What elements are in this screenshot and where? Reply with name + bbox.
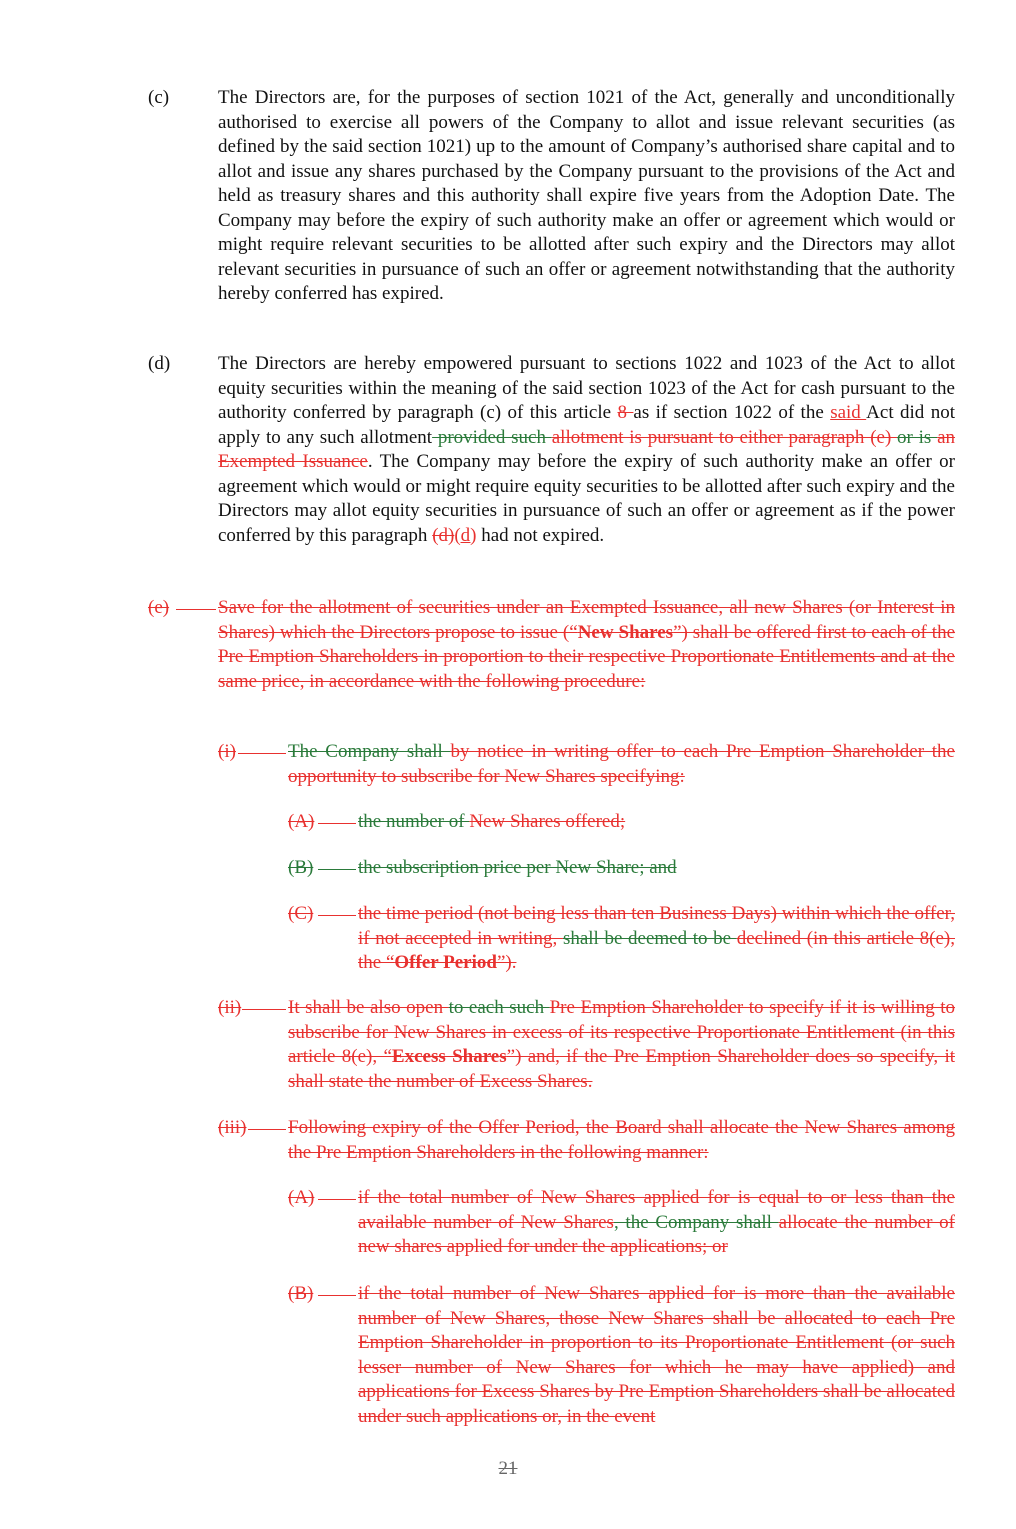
deleted-text: provided such — [432, 426, 552, 448]
tab-leader — [248, 1129, 286, 1130]
item-e-iii-label: (iii) — [218, 1117, 247, 1138]
deleted-text: or is — [897, 426, 938, 448]
tab-leader — [318, 1199, 356, 1200]
item-e-i-C-label: (C) — [288, 903, 314, 924]
tab-leader — [242, 1009, 286, 1010]
deleted-text: an Exempted Issuance — [218, 426, 956, 472]
item-e-i-text: The Company shall by notice in writing offer to each Pre Emption Shareholder the opportunity to subscribe for New Shares specifying: — [288, 741, 955, 787]
item-e-ii-text: It shall be also open to each such Pre Emption Shareholder to specify if it is willing to subscribe for New Shares in excess of its respective Proportionate Entitlement (in this article 8(e), “Excess Shares”) and, if the Pre Emption Shareholder does so specify, it shall state the number of Excess Shares. — [288, 997, 956, 1092]
item-e-label: (e) — [148, 597, 170, 618]
item-e-iii-A-text: if the total number of New Shares applied for is equal to or less than the available number of New Shares, the Company shall allocate the number of new shares applied for under the applications; or — [358, 1187, 956, 1257]
deleted-text: (d) — [432, 524, 455, 546]
item-c-text: The Directors are, for the purposes of section 1021 of the Act, generally and unconditionally authorised to exercise all powers of the Company to allot and issue relevant securities (as defined by the said section 1021) up to the amount of Company’s authorised share capital and to allot and issue any shares purchased by the Company pursuant to the provisions of the Act and held as treasury shares and this authority shall expire five years from the Adoption Date. The Company may before the expiry of such authority make an offer or agreement which would or might require relevant securities to be allotted after such expiry and the Directors may allot relevant securities in pursuance of such an offer or agreement notwithstanding that the authority hereby conferred has expired. — [218, 87, 955, 304]
tab-leader — [318, 823, 356, 824]
item-e-i-B-text: the subscription price per New Share; and — [358, 857, 677, 878]
tab-leader — [318, 915, 356, 916]
item-e-iii-B-text: if the total number of New Shares applied for is more than the available number of New Shares, those New Shares shall be allocated to each Pre Emption Shareholder in proportion to its Proportionate Entitlement (or such lesser number of New Shares for which he may have applied) and applications for Excess Shares by Pre Emption Shareholders shall be allocated under such applications or, in the event — [358, 1283, 955, 1427]
item-e-i-label: (i) — [218, 741, 236, 762]
item-e-iii-A-label: (A) — [288, 1187, 315, 1208]
inserted-text: (d) — [454, 524, 477, 546]
item-c-label: (c) — [148, 87, 170, 108]
item-e-ii-label: (ii) — [218, 997, 242, 1018]
tab-leader — [318, 1295, 356, 1296]
tab-leader — [176, 609, 216, 610]
item-e-iii-text: Following expiry of the Offer Period, the Board shall allocate the New Shares among the Pre Emption Shareholders in the following manner: — [288, 1117, 955, 1163]
item-d-label: (d) — [148, 353, 171, 374]
item-e-i-A-text: the number of New Shares offered; — [358, 811, 626, 832]
item-e-iii-B-label: (B) — [288, 1283, 314, 1304]
item-e-i-B-label: (B) — [288, 857, 314, 878]
item-d-text: The Directors are hereby empowered pursuant to sections 1022 and 1023 of the Act to allot equity securities within the meaning of the said section 1023 of the Act for cash pursuant to the authority conferred by paragraph (c) of this article 8 as if section 1022 of the said Act did not apply to any such allotment provided such allotment is pursuant to either paragraph (e) or is an Exempted Issuance. The Company may before the expiry of such authority make an offer or agreement which would or might require equity securities to be allotted after such expiry and the Directors may allot equity securities in pursuance of such an offer or agreement as if the power conferred by this paragraph (d)(d) had not expired. — [218, 353, 956, 546]
page-number: 21 — [498, 1458, 518, 1479]
inserted-text: said — [830, 402, 867, 423]
deleted-text: 8 — [617, 402, 634, 423]
item-e-i-C-text: the time period (not being less than ten Business Days) within which the offer, if not accepted in writing, shall be deemed to be declined (in this article 8(e), the “Offer Period”). — [358, 903, 955, 973]
item-e-text: Save for the allotment of securities under an Exempted Issuance, all new Shares (or Interest in Shares) which the Directors propose to issue (“New Shares”) shall be offered first to each of the Pre Emption Shareholders in proportion to their respective Proportionate Entitlements and at the same price, in accordance with the following procedure: — [218, 597, 956, 692]
deleted-text: allotment is pursuant to either paragraph (e) — [551, 426, 898, 448]
item-e-i-A-label: (A) — [288, 811, 315, 832]
tab-leader — [238, 753, 286, 754]
tab-leader — [318, 869, 356, 870]
